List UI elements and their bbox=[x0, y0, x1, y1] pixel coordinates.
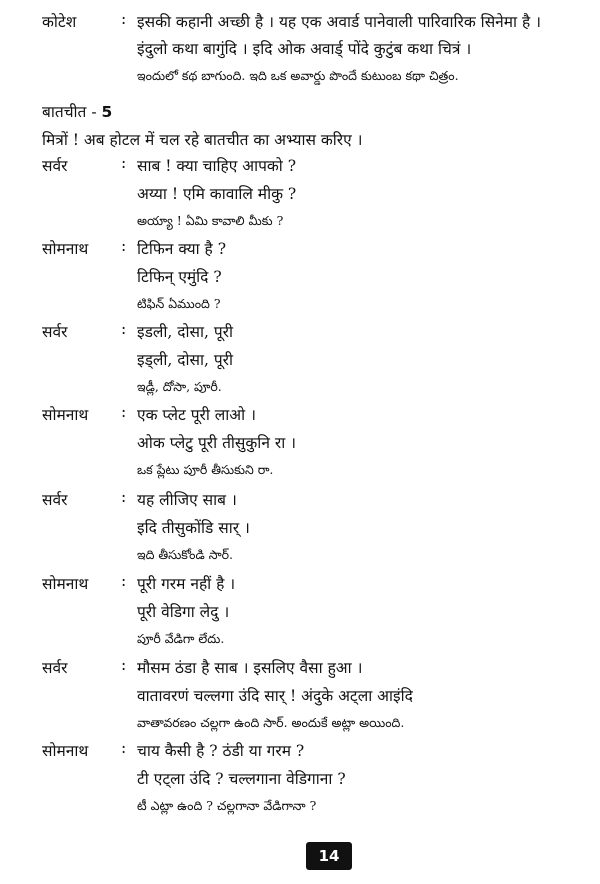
hindi-line: इडली, दोसा, पूरी bbox=[137, 323, 234, 341]
transliteration-line: वातावरणं चल्लगा उंदि सार् ! अंदुके अट्ला आइंदि bbox=[137, 687, 413, 705]
speaker-colon: : bbox=[121, 572, 127, 590]
speaker-name: सर्वर bbox=[42, 491, 68, 509]
speaker-name: सोमनाथ bbox=[42, 742, 89, 760]
telugu-line: అయ్యా ! ఏమి కావాలి మీకు ? bbox=[137, 213, 284, 228]
telugu-line: ఇందులో కథ బాగుంది. ఇది ఒక అవార్డు పొందే కుటుంబ కథా చిత్రం. bbox=[137, 68, 459, 83]
hindi-line: टिफिन क्या है ? bbox=[137, 240, 227, 258]
speaker-name: सर्वर bbox=[42, 659, 68, 677]
telugu-line: పూరీ వేడిగా లేదు. bbox=[137, 631, 225, 646]
transliteration-line: अय्या ! एमि कावालि मीकु ? bbox=[137, 185, 297, 203]
transliteration-line: टिफिन् एमुंदि ? bbox=[137, 268, 222, 286]
hindi-line: इसकी कहानी अच्छी है । यह एक अवार्ड पानेवाली पारिवारिक सिनेमा है । bbox=[137, 13, 542, 31]
speaker-colon: : bbox=[121, 739, 127, 757]
speaker-colon: : bbox=[121, 656, 127, 674]
telugu-line: ఇది తీసుకోండి సార్. bbox=[137, 547, 233, 562]
transliteration-line: पूरी वेडिगा लेदु । bbox=[137, 603, 230, 621]
transliteration-line: इंदुलो कथा बागुंदि । इदि ओक अवार्ड् पोंदे कुटुंब कथा चित्रं । bbox=[137, 40, 472, 58]
speaker-name: सोमनाथ bbox=[42, 240, 89, 258]
speaker-colon: : bbox=[121, 10, 127, 28]
section-number: 5 bbox=[101, 103, 113, 121]
section-title: बातचीत - bbox=[42, 103, 102, 121]
speaker-colon: : bbox=[121, 237, 127, 255]
hindi-line: एक प्लेट पूरी लाओ । bbox=[137, 406, 256, 424]
telugu-line: ఒక ప్లేటు పూరీ తీసుకుని రా. bbox=[137, 462, 274, 477]
speaker-colon: : bbox=[121, 320, 127, 338]
page-number-badge bbox=[306, 842, 352, 870]
transliteration-line: इदि तीसुकोंडि सार् । bbox=[137, 519, 250, 537]
hindi-line: साब ! क्या चाहिए आपको ? bbox=[137, 157, 297, 175]
page-number: 14 bbox=[318, 847, 340, 865]
transliteration-line: इड्ली, दोसा, पूरी bbox=[137, 351, 234, 369]
speaker-name: सोमनाथ bbox=[42, 575, 89, 593]
hindi-line: पूरी गरम नहीं है । bbox=[137, 575, 236, 593]
telugu-line: ఇడ్లీ, దోసా, పూరీ. bbox=[137, 379, 222, 394]
telugu-line: వాతావరణం చల్లగా ఉంది సార్. అందుకే అట్లా అయింది. bbox=[137, 715, 405, 730]
speaker-colon: : bbox=[121, 488, 127, 506]
speaker-colon: : bbox=[121, 403, 127, 421]
speaker-name: कोटेश bbox=[42, 13, 77, 31]
speaker-name: सर्वर bbox=[42, 323, 68, 341]
telugu-line: టీ ఎట్లా ఉంది ? చల్లగానా వేడిగానా ? bbox=[137, 798, 317, 813]
hindi-line: यह लीजिए साब । bbox=[137, 491, 237, 509]
transliteration-line: टी एट्ला उंदि ? चल्लगाना वेडिगाना ? bbox=[137, 770, 346, 788]
hindi-line: चाय कैसी है ? ठंडी या गरम ? bbox=[137, 742, 305, 760]
section-instruction: मित्रों ! अब होटल में चल रहे बातचीत का अभ्यास करिए । bbox=[42, 131, 363, 149]
speaker-name: सोमनाथ bbox=[42, 406, 89, 424]
transliteration-line: ओक प्लेटु पूरी तीसुकुनि रा । bbox=[137, 434, 297, 452]
hindi-line: मौसम ठंडा है साब । इसलिए वैसा हुआ । bbox=[137, 659, 363, 677]
telugu-line: టిఫిన్ ఏముంది ? bbox=[137, 296, 221, 311]
speaker-name: सर्वर bbox=[42, 157, 68, 175]
speaker-colon: : bbox=[121, 154, 127, 172]
section-heading bbox=[42, 100, 112, 122]
